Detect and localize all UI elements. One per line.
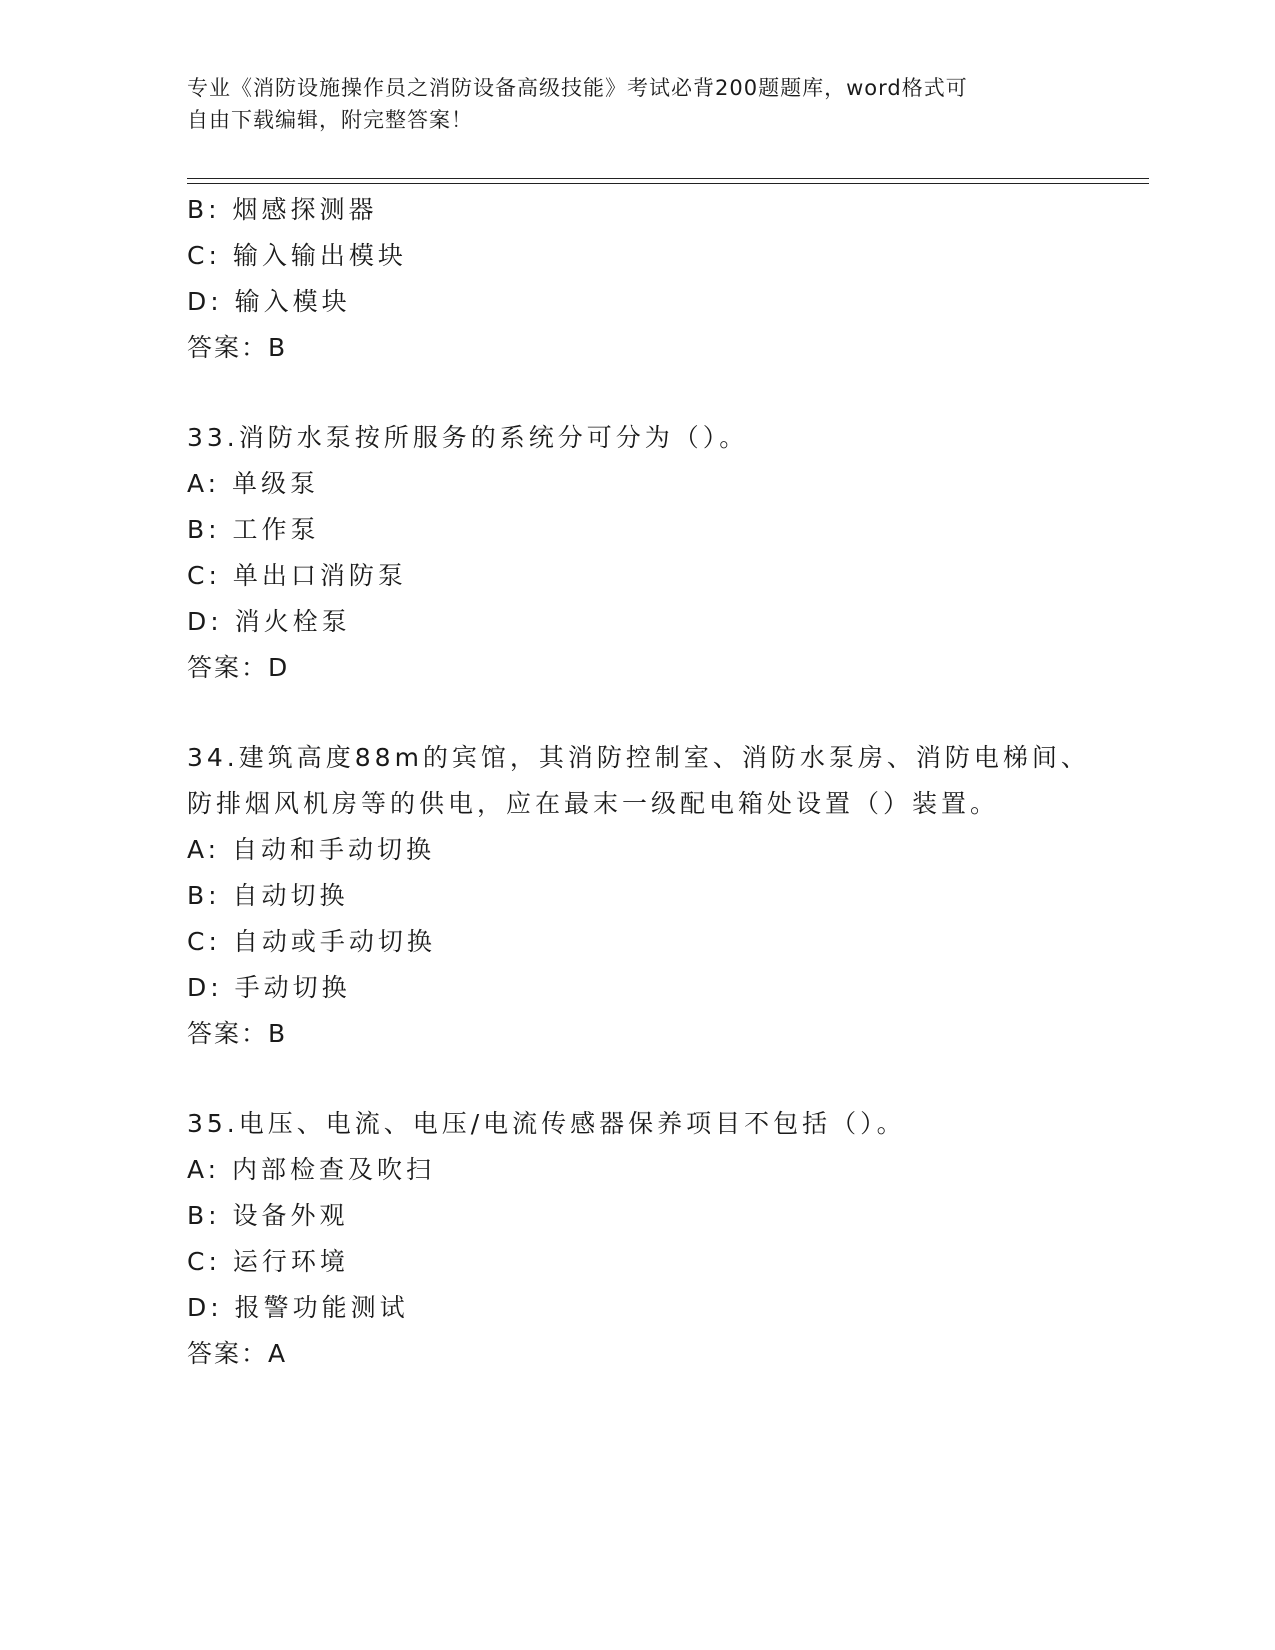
option-d: D: 输入模块 <box>187 287 351 316</box>
question-text-line-2: 防排烟风机房等的供电，应在最末一级配电箱处设置（）装置。 <box>187 789 1000 818</box>
option-c: C: 输入输出模块 <box>187 241 407 270</box>
option-b: B: 自动切换 <box>187 881 349 910</box>
option-c: C: 运行环境 <box>187 1247 349 1276</box>
document-header <box>187 72 1067 136</box>
option-a: A: 自动和手动切换 <box>187 835 436 864</box>
answer-line: 答案：B <box>187 1019 288 1048</box>
question-text-line-1: 34.建筑高度88m的宾馆，其消防控制室、消防水泵房、消防电梯间、 <box>187 743 1090 772</box>
option-c: C: 单出口消防泵 <box>187 561 407 590</box>
header-line-1: 专业《消防设施操作员之消防设备高级技能》考试必背200题题库，word格式可 <box>187 76 968 100</box>
header-divider-bottom <box>187 183 1149 184</box>
spacer <box>187 1057 1149 1101</box>
option-b: B: 工作泵 <box>187 515 320 544</box>
question-text: 33.消防水泵按所服务的系统分可分为（）。 <box>187 423 749 452</box>
option-c: C: 自动或手动切换 <box>187 927 436 956</box>
option-b: B: 烟感探测器 <box>187 195 378 224</box>
answer-line: 答案：B <box>187 333 288 362</box>
option-a: A: 内部检查及吹扫 <box>187 1155 436 1184</box>
question-34 <box>187 735 1149 1057</box>
document-body <box>187 187 1149 1377</box>
option-b: B: 设备外观 <box>187 1201 349 1230</box>
answer-line: 答案：D <box>187 653 290 682</box>
question-33 <box>187 415 1149 691</box>
header-divider-top <box>187 178 1149 179</box>
question-text: 35.电压、电流、电压/电流传感器保养项目不包括（）。 <box>187 1109 906 1138</box>
question-32-continued <box>187 187 1149 371</box>
answer-line: 答案：A <box>187 1339 288 1368</box>
spacer <box>187 371 1149 415</box>
option-d: D: 消火栓泵 <box>187 607 351 636</box>
option-d: D: 报警功能测试 <box>187 1293 409 1322</box>
option-d: D: 手动切换 <box>187 973 351 1002</box>
spacer <box>187 691 1149 735</box>
question-35 <box>187 1101 1149 1377</box>
option-a: A: 单级泵 <box>187 469 320 498</box>
header-line-2: 自由下载编辑，附完整答案！ <box>187 108 473 132</box>
